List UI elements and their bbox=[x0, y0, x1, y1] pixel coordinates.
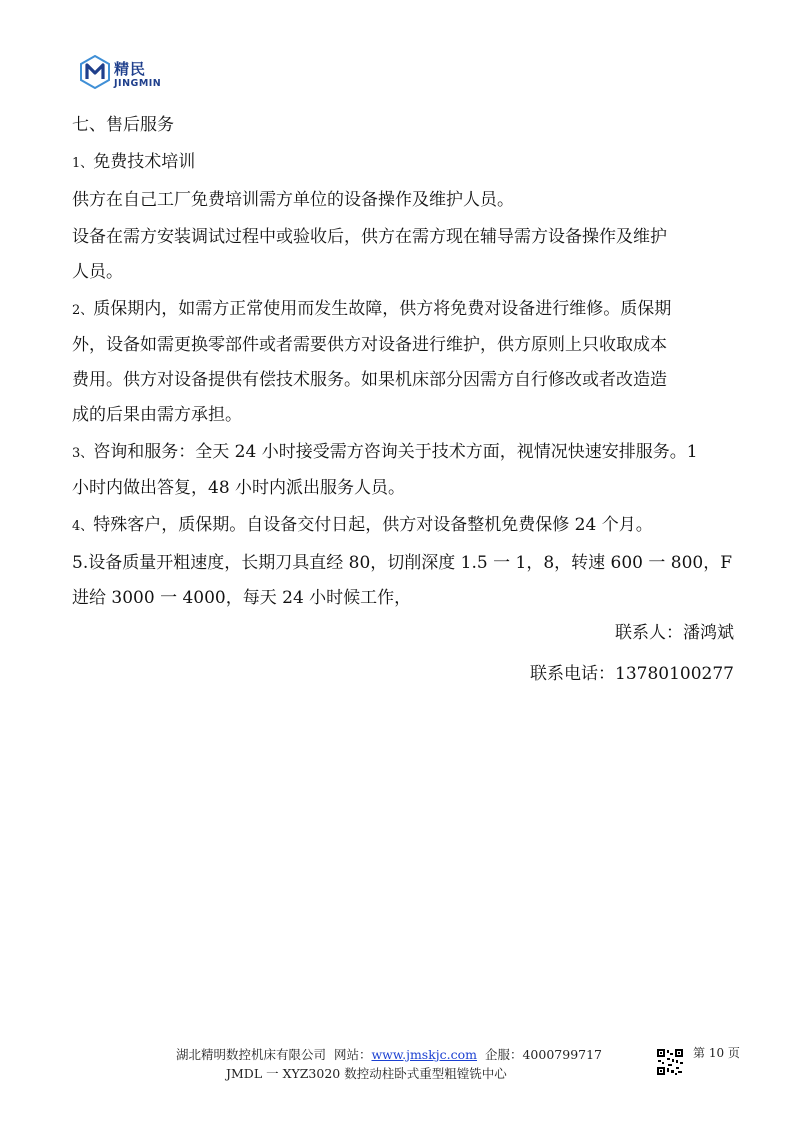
qr-code-icon bbox=[656, 1048, 684, 1076]
page-number: 第 10 页 bbox=[693, 1046, 740, 1060]
training-para2-line2: 人员。 bbox=[72, 262, 123, 282]
section-title: 七、售后服务 bbox=[72, 115, 174, 135]
footer-company-line bbox=[176, 1046, 602, 1064]
training-para2-line1: 设备在需方安装调试过程中或验收后，供方在需方现在辅导需方设备操作及维护 bbox=[72, 227, 667, 247]
warranty-number: 2、 bbox=[72, 303, 94, 318]
company-logo bbox=[80, 52, 200, 96]
special-number: 4、 bbox=[72, 519, 94, 534]
footer-service-phone: 企服：4000799717 bbox=[484, 1047, 603, 1062]
jingmin-logo-icon bbox=[80, 55, 110, 89]
consulting-line1-text: 咨询和服务：全天 24 小时接受需方咨询关于技术方面，视情况快速安排服务。1 bbox=[93, 442, 698, 462]
training-para1: 供方在自己工厂免费培训需方单位的设备操作及维护人员。 bbox=[72, 190, 514, 210]
training-heading bbox=[72, 145, 736, 181]
warranty-line1-text: 质保期内，如需方正常使用而发生故障，供方将免费对设备进行维修。质保期 bbox=[93, 299, 672, 319]
training-number: 1、 bbox=[72, 156, 94, 171]
consulting-line2: 小时内做出答复，48 小时内派出服务人员。 bbox=[72, 478, 406, 498]
contact-phone: 联系电话：13780100277 bbox=[530, 664, 734, 684]
special-line bbox=[72, 508, 736, 544]
footer-site-link[interactable]: www.jmskjc.com bbox=[371, 1047, 478, 1062]
warranty-line2: 外，设备如需更换零部件或者需要供方对设备进行维护，供方原则上只收取成本 bbox=[72, 335, 667, 355]
warranty-line1 bbox=[72, 292, 736, 328]
warranty-line4: 成的后果由需方承担。 bbox=[72, 405, 242, 425]
logo-chinese-text: 精民 bbox=[114, 60, 147, 78]
footer-model: JMDL 一 XYZ3020 数控动柱卧式重型粗镗铣中心 bbox=[226, 1066, 507, 1081]
quality-line1: 5.设备质量开粗速度，长期刀具直经 80，切削深度 1.5 一 1，8，转速 600 一 800，F bbox=[72, 553, 733, 573]
consulting-line1 bbox=[72, 435, 736, 471]
logo-english-text: JINGMIN bbox=[114, 78, 162, 89]
quality-line2: 进给 3000 一 4000，每天 24 小时候工作， bbox=[72, 588, 412, 608]
warranty-line3: 费用。供方对设备提供有偿技术服务。如果机床部分因需方自行修改或者改造造 bbox=[72, 370, 667, 390]
training-heading-text: 免费技术培训 bbox=[93, 152, 196, 172]
contact-person: 联系人：潘鸿斌 bbox=[615, 623, 734, 643]
document-body bbox=[72, 108, 736, 692]
special-text: 特殊客户，质保期。自设备交付日起，供方对设备整机免费保修 24 个月。 bbox=[93, 515, 653, 535]
footer-company: 湖北精明数控机床有限公司 bbox=[176, 1047, 327, 1062]
consulting-number: 3、 bbox=[72, 446, 94, 461]
footer-site-label: 网站： bbox=[333, 1047, 372, 1062]
